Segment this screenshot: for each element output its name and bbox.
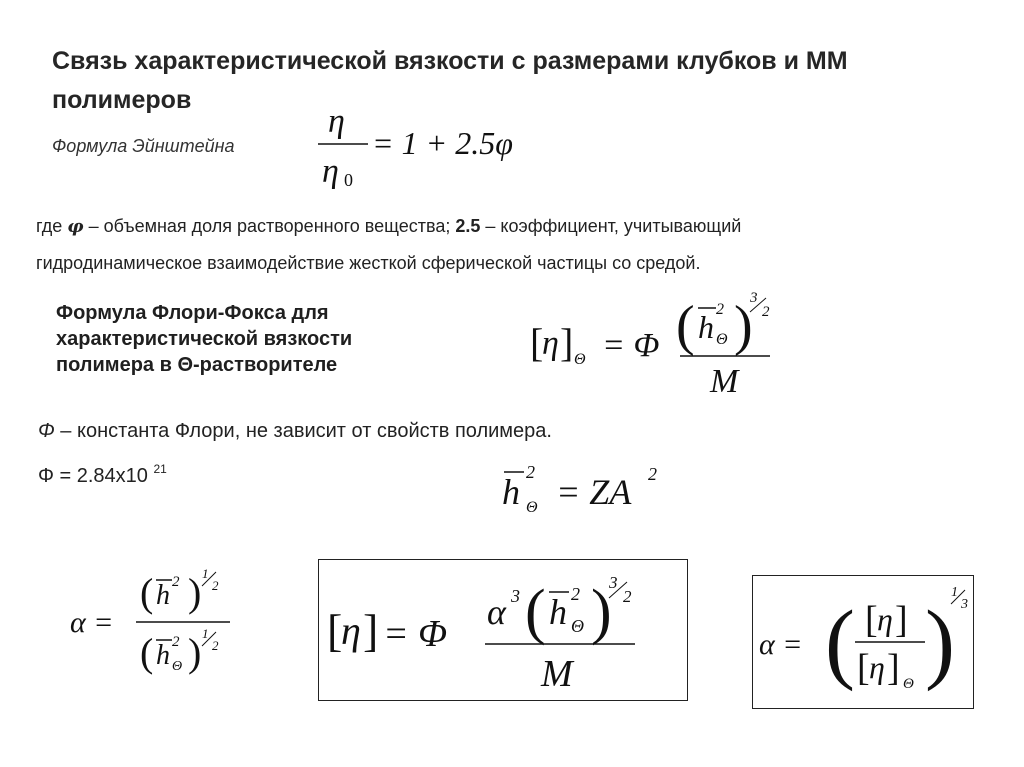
eta-numerator: η: [328, 103, 345, 140]
open-paren: (: [825, 593, 855, 692]
left-bracket: [: [530, 320, 544, 365]
phi-explanation-line-2: гидродинамическое взаимодействие жесткой сферической частицы со средой.: [36, 253, 701, 273]
flory-constant-description: [38, 420, 552, 443]
close-paren-bottom: ): [188, 630, 202, 675]
h-symbol-bottom: h: [156, 640, 170, 671]
alpha-lhs: α =: [70, 606, 114, 639]
flory-constant-text: – константа Флори, не зависит от свойств полимера.: [54, 420, 552, 442]
alpha-ratio-formula: [70, 562, 270, 682]
power-num-top: 1: [202, 566, 209, 581]
den-left-bracket: [: [857, 647, 870, 689]
eta-denominator-sub: 0: [344, 170, 353, 190]
a-exponent: 2: [648, 464, 657, 484]
phi-definition: – объемная доля растворенного вещества;: [83, 216, 456, 236]
theta-subscript: Θ: [903, 676, 914, 692]
flory-constant-value: [38, 462, 167, 488]
flory-constant-symbol: Φ: [38, 420, 55, 442]
eta-numerator: η: [877, 601, 893, 637]
eta-denominator: η: [322, 153, 339, 190]
za-rhs: = ZA: [556, 472, 632, 512]
h-subscript: Θ: [526, 499, 538, 516]
eta-symbol: η: [341, 608, 361, 653]
close-paren: ): [925, 593, 955, 692]
einstein-formula-caption: Формула Эйнштейна: [52, 136, 235, 156]
h-za-relation: [498, 452, 678, 532]
flory-constant: = Φ: [383, 613, 448, 655]
h-exponent: 2: [526, 462, 535, 482]
alpha-cube-root-formula: [753, 576, 973, 708]
alpha-cube-root-box: [752, 575, 974, 709]
molar-mass: M: [541, 653, 573, 695]
power-den-top: 2: [212, 578, 219, 593]
power-denominator: 2: [623, 587, 632, 606]
h-symbol: h: [502, 472, 520, 512]
open-paren-bottom: (: [140, 630, 154, 675]
close-paren-top: ): [188, 570, 202, 615]
slide-title: Связь характеристической вязкости с размерами клубков и ММ полимеров: [52, 47, 848, 114]
h-subscript: Θ: [716, 331, 728, 348]
h-symbol: h: [549, 592, 567, 632]
flory-fox-alpha-formula: [319, 560, 687, 700]
open-paren: (: [676, 295, 695, 357]
flory-constant-exponent: 21: [153, 462, 167, 476]
h-exponent-top: 2: [172, 574, 180, 590]
h-symbol: h: [698, 309, 714, 345]
right-bracket: ]: [560, 320, 574, 365]
flory-fox-caption: Формула Флори-Фокса для характеристической вязкости полимера в Θ-растворителе: [56, 302, 353, 376]
num-left-bracket: [: [865, 599, 878, 641]
right-bracket: ]: [363, 605, 379, 656]
alpha-exponent: 3: [511, 586, 520, 606]
molar-mass: M: [710, 363, 739, 400]
h-exponent-bottom: 2: [172, 634, 180, 650]
eta-denominator: η: [869, 649, 885, 685]
num-right-bracket: ]: [895, 599, 908, 641]
phi-symbol: φ: [67, 216, 84, 237]
alpha-symbol: α: [487, 592, 506, 632]
left-bracket: [: [327, 605, 343, 656]
power-denominator: 3: [961, 597, 968, 612]
open-paren: (: [525, 578, 546, 646]
phi-explanation-line-1: [36, 208, 996, 245]
flory-constant-value-text: Φ = 2.84x10: [38, 465, 154, 487]
flory-fox-alpha-box: [318, 559, 688, 701]
einstein-rhs: = 1 + 2.5φ: [372, 125, 513, 161]
coefficient-definition: – коэффициент, учитывающий: [480, 216, 742, 236]
h-subscript: Θ: [571, 616, 584, 636]
h-subscript-bottom: Θ: [172, 659, 183, 674]
power-numerator: 3: [609, 573, 618, 592]
den-right-bracket: ]: [887, 647, 900, 689]
h-symbol-top: h: [156, 580, 170, 611]
power-numerator: 3: [750, 290, 758, 306]
coefficient-value: 2.5: [455, 216, 481, 236]
eta-symbol: η: [542, 325, 559, 362]
flory-fox-formula: [530, 286, 780, 402]
h-exponent: 2: [571, 584, 580, 604]
power-denominator: 2: [762, 304, 770, 320]
close-paren: ): [591, 578, 612, 646]
close-paren: ): [734, 295, 753, 357]
flory-constant: = Φ: [602, 327, 660, 364]
power-numerator: 1: [951, 585, 958, 600]
alpha-lhs: α =: [759, 628, 803, 661]
where-prefix: где: [36, 216, 63, 236]
phi-explanation: [36, 208, 996, 281]
theta-subscript: Θ: [574, 351, 586, 368]
power-den-bottom: 2: [212, 638, 219, 653]
power-num-bottom: 1: [202, 626, 209, 641]
einstein-formula: [310, 100, 550, 190]
h-exponent: 2: [716, 301, 724, 318]
open-paren-top: (: [140, 570, 154, 615]
